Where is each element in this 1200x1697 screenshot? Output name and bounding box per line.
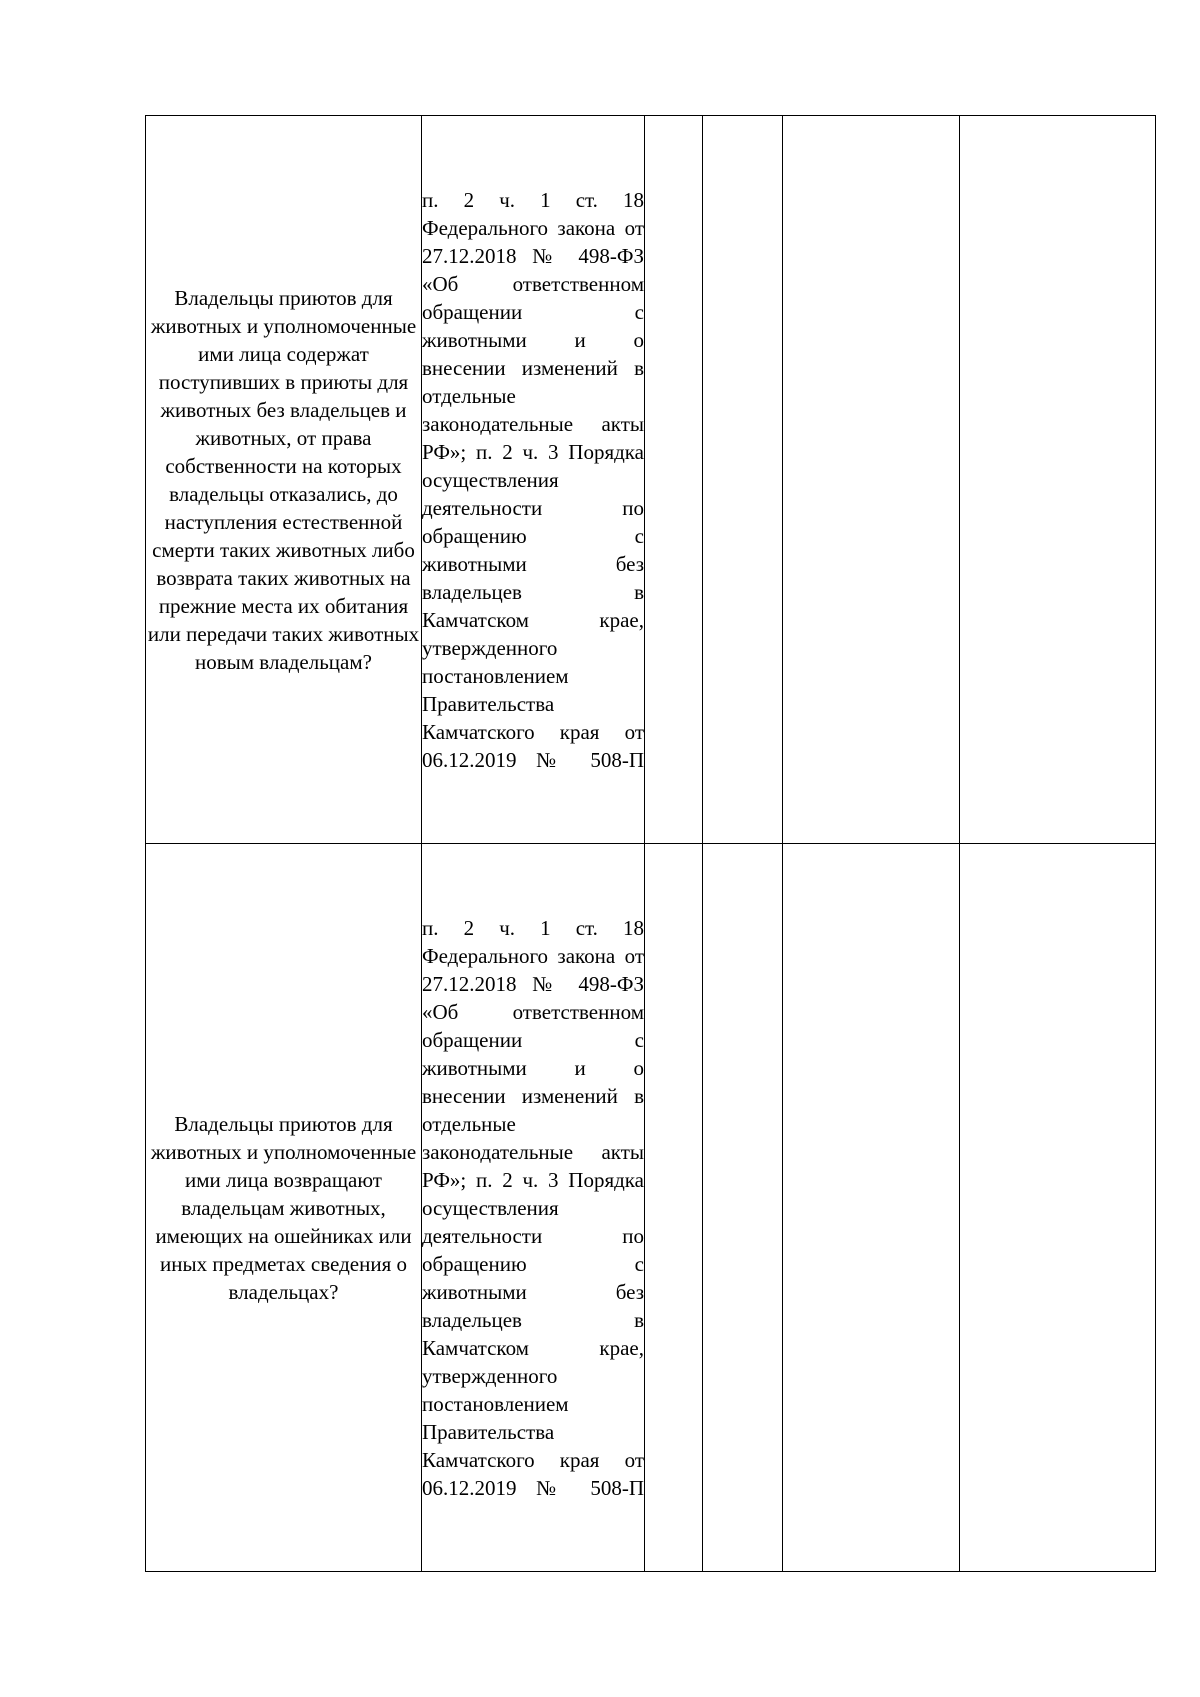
- legal-basis-text: п. 2 ч. 1 ст. 18 Федерального закона от 27.12.2018 № 498-ФЗ «Об ответственном обращении с животными и о внесении изменений в отдельные законодательные акты РФ»; п. 2 ч. 3 Порядка осуществления деятельности по обращению с животными без владельцев в Камчатском крае, утвержденного постановлением Правительства Камчатского края от 06.12.2019 № 508-П: [422, 187, 644, 772]
- requirement-question-cell: Владельцы приютов для животных и уполномоченные ими лица содержат поступивших в приюты для животных без владельцев и животных, от права собственности на которых владельцы отказались, до наступления естественной смерти таких животных либо возврата таких животных на прежние места их обитания или передачи таких животных новым владельцам?: [146, 116, 422, 844]
- requirement-question-cell: Владельцы приютов для животных и уполномоченные ими лица возвращают владельцам животных, имеющих на ошейниках или иных предметах сведения о владельцах?: [146, 844, 422, 1572]
- table-row: [146, 116, 1156, 844]
- answer-yes-cell: [645, 116, 703, 844]
- note-cell: [960, 844, 1156, 1572]
- answer-no-cell: [703, 116, 783, 844]
- legal-basis-cell: [422, 844, 645, 1572]
- note-cell: [960, 116, 1156, 844]
- answer-yes-cell: [645, 844, 703, 1572]
- legal-basis-text: п. 2 ч. 1 ст. 18 Федерального закона от 27.12.2018 № 498-ФЗ «Об ответственном обращении с животными и о внесении изменений в отдельные законодательные акты РФ»; п. 2 ч. 3 Порядка осуществления деятельности по обращению с животными без владельцев в Камчатском крае, утвержденного постановлением Правительства Камчатского края от 06.12.2019 № 508-П: [422, 915, 644, 1500]
- answer-not-applicable-cell: [783, 116, 960, 844]
- checklist-table: [145, 115, 1156, 1572]
- table-row: [146, 844, 1156, 1572]
- answer-not-applicable-cell: [783, 844, 960, 1572]
- legal-basis-cell: [422, 116, 645, 844]
- answer-no-cell: [703, 844, 783, 1572]
